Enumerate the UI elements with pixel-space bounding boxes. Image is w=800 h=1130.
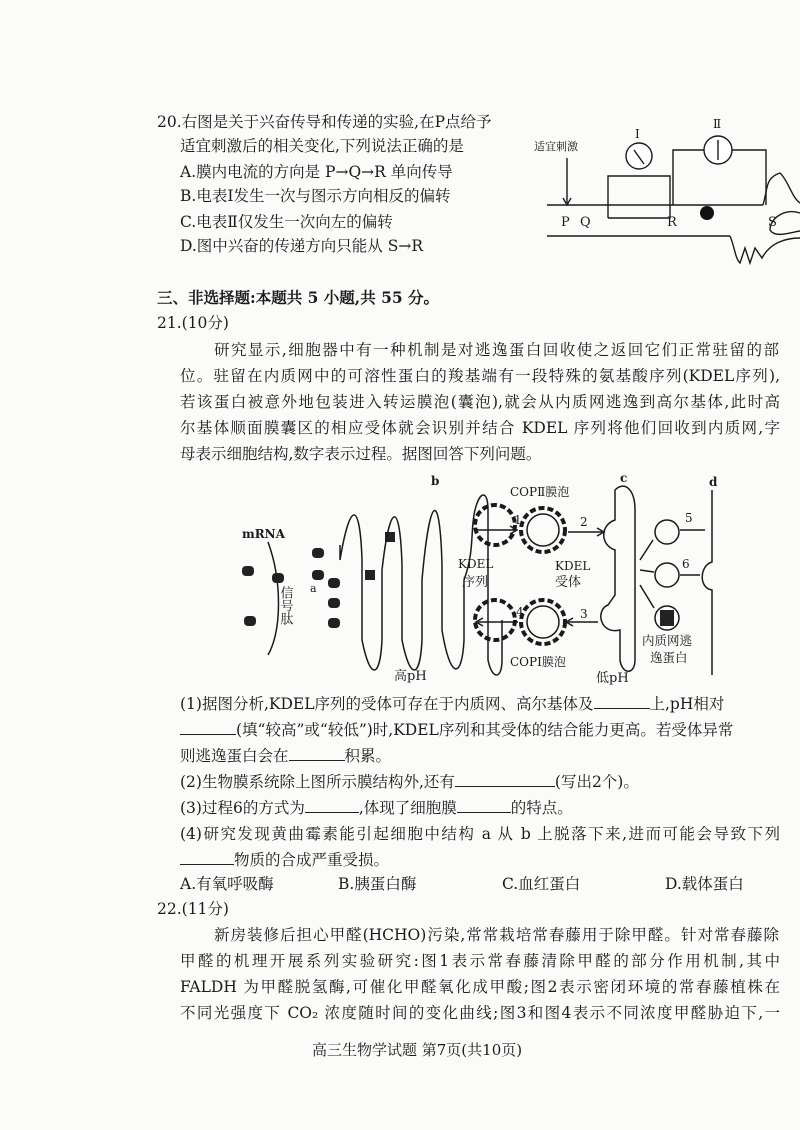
label-r: R [667, 215, 677, 230]
q21-option-a: A.有氧呼吸酶 [180, 875, 274, 893]
meter-1-label: Ⅰ [635, 127, 640, 141]
q21-para-line: 母表示细胞结构,数字表示过程。据图回答下列问题。 [180, 445, 542, 463]
nucleus-icon [700, 206, 714, 220]
ribosome-icons [242, 532, 395, 628]
q21-option-c: C.血红蛋白 [502, 875, 581, 893]
q21-sub1-line3 [180, 745, 391, 767]
q21-sub2 [180, 771, 639, 793]
process-1-label: 1 [514, 513, 522, 527]
golgi-c [601, 486, 635, 671]
q21-option-b: B.胰蛋白酶 [338, 875, 417, 893]
q20-stem-line1: 20.右图是关于兴奋传导和传递的实验,在P点给予 [157, 113, 492, 131]
protein-transport-figure [230, 470, 730, 690]
q21-para-line: 位。驻留在内质网中的可溶性蛋白的羧基端有一段特殊的氨基酸序列(KDEL序列), [180, 367, 780, 385]
q21-header: 21.(10分) [157, 314, 229, 332]
q20-option-a: A.膜内电流的方向是 P→Q→R 单向传导 [180, 163, 453, 181]
q21-sub1-text: 则逃逸蛋白会在 [180, 747, 289, 765]
answer-blank[interactable] [305, 798, 359, 813]
label-b: b [431, 474, 440, 488]
process-3-label: 3 [580, 607, 588, 621]
q21-para-line: 尔基体顺面膜囊区的相应受体就会识别并结合 KDEL 序列将他们回收到内质网,字 [180, 419, 780, 437]
q21-sub4-line2 [180, 849, 389, 871]
q21-sub4-line1: (4)研究发现黄曲霉素能引起细胞中结构 a 从 b 上脱落下来,进而可能会导致下列 [180, 825, 780, 843]
copii-label: COPⅡ膜泡 [510, 485, 570, 499]
q20-stem-line2: 适宜刺激后的相关变化,下列说法正确的是 [180, 137, 464, 155]
label-a: a [310, 582, 317, 595]
q20-option-c: C.电表Ⅱ仅发生一次向左的偏转 [180, 213, 393, 231]
q21-sub3-text: (3)过程6的方式为 [180, 799, 305, 817]
process-4-label: 4 [516, 605, 524, 619]
page-footer: 高三生物学试题 第7页(共10页) [312, 1041, 523, 1059]
q21-sub1-text: 积累。 [344, 747, 392, 765]
q21-sub1-text: (1)据图分析,KDEL序列的受体可存在于内质网、高尔基体及 [180, 695, 594, 713]
answer-blank[interactable] [455, 772, 555, 787]
q20-option-d: D.图中兴奋的传递方向只能从 S→R [180, 237, 424, 255]
q21-sub3-text: ,体现了细胞膜 [358, 799, 457, 817]
kdel-receptor-label: 受体 [555, 575, 582, 590]
q22-para-line: 新房装修后担心甲醛(HCHO)污染,常常栽培常春藤用于除甲醛。针对常春藤除 [214, 926, 779, 944]
copi-label: COPⅠ膜泡 [510, 655, 566, 669]
process-5-label: 5 [685, 511, 693, 525]
q21-para-line: 若该蛋白被意外地包装进入转运膜泡(囊泡),就会从内质网逃逸到高尔基体,此时高 [180, 393, 780, 411]
q22-para-line: FALDH 为甲醛脱氢酶,可催化甲醛氧化成甲酸;图2表示密闭环境的常春藤植株在 [180, 978, 780, 996]
label-p: P [561, 215, 570, 230]
q21-sub3 [180, 797, 573, 819]
process-6-label: 6 [682, 557, 690, 571]
q21-sub1-line1 [180, 693, 724, 715]
escaped-protein-label: 内质网逃 [642, 633, 693, 648]
kdel-sequence-label: KDEL [458, 557, 494, 571]
escaped-protein-label: 逸蛋白 [650, 650, 688, 665]
label-c: c [620, 471, 628, 485]
answer-blank[interactable] [180, 850, 234, 865]
q22-para-line: 不同光强度下 CO₂ 浓度随时间的变化曲线;图3和图4表示不同浓度甲醛胁迫下,一 [180, 1004, 780, 1022]
signal-peptide-label: 信号肽 [277, 586, 293, 625]
label-s: S [768, 215, 777, 230]
section-3-title: 三、非选择题:本题共 5 小题,共 55 分。 [157, 288, 440, 307]
q20-option-b: B.电表Ⅰ发生一次与图示方向相反的偏转 [180, 187, 451, 205]
q21-option-d: D.载体蛋白 [665, 875, 744, 893]
q22-para-line: 甲醛的机理开展系列实验研究:图1表示常春藤清除甲醛的部分作用机制,其中 [180, 952, 780, 970]
answer-blank[interactable] [457, 798, 511, 813]
q21-sub2-text: (写出2个)。 [554, 773, 639, 791]
q21-sub1-line2 [180, 719, 733, 741]
cell-membrane-d [702, 490, 712, 675]
q22-header: 22.(11分) [157, 900, 229, 918]
stimulus-label: 适宜刺激 [534, 140, 578, 153]
q21-sub1-text: (填“较高”或“较低”)时,KDEL序列和其受体的结合能力更高。若受体异常 [236, 721, 734, 739]
low-ph-label: 低pH [596, 671, 629, 686]
q21-sub2-text: (2)生物膜系统除上图所示膜结构外,还有 [180, 773, 455, 791]
process-2-label: 2 [580, 515, 588, 529]
q21-sub1-text: 上,pH相对 [649, 695, 725, 713]
answer-blank[interactable] [180, 720, 236, 735]
label-d: d [709, 475, 718, 489]
q21-sub3-text: 的特点。 [510, 799, 573, 817]
neuron-circuit-figure [530, 108, 800, 268]
kdel-receptor-label: KDEL [555, 559, 591, 573]
meter-2-label: Ⅱ [713, 117, 722, 131]
answer-blank[interactable] [289, 746, 345, 761]
answer-blank[interactable] [594, 694, 650, 709]
q21-para-line: 研究显示,细胞器中有一种机制是对逃逸蛋白回收使之返回它们正常驻留的部 [214, 341, 779, 359]
high-ph-label: 高pH [394, 669, 427, 684]
mrna-label: mRNA [242, 527, 285, 541]
q21-sub4-text: 物质的合成严重受损。 [234, 851, 390, 869]
label-q: Q [580, 215, 591, 230]
kdel-sequence-label: 序列 [462, 575, 489, 590]
